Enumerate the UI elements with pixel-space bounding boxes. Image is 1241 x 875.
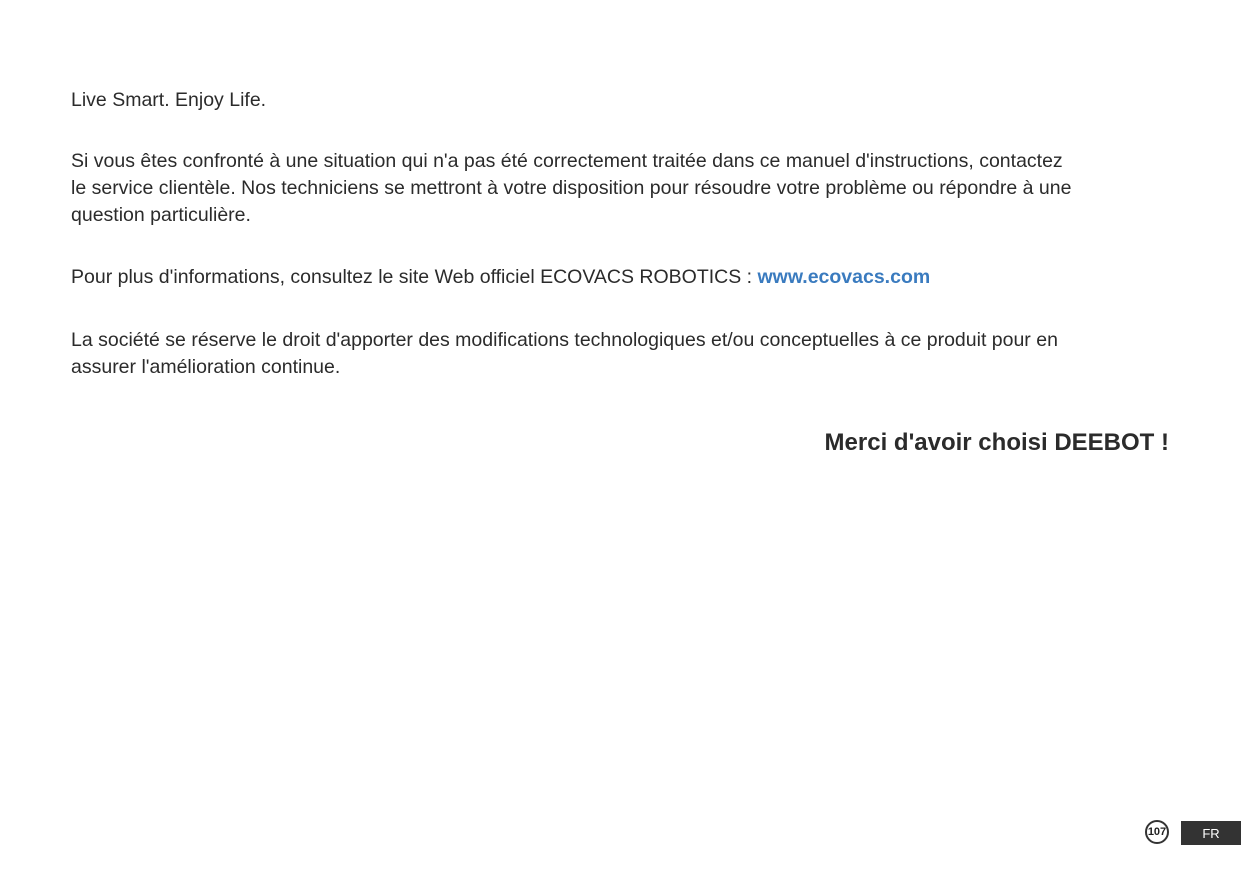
tagline: Live Smart. Enjoy Life. — [71, 89, 267, 111]
page-number: 107 — [1145, 820, 1169, 844]
info-text: Pour plus d'informations, consultez le site Web officiel ECOVACS ROBOTICS : — [71, 266, 758, 288]
rights-paragraph — [71, 327, 1169, 381]
website-link[interactable]: www.ecovacs.com — [757, 266, 931, 288]
rights-line-2: assurer l'amélioration continue. — [71, 356, 341, 378]
support-paragraph — [71, 148, 1169, 229]
support-line-3: question particulière. — [71, 204, 251, 226]
support-line-1: Si vous êtes confronté à une situation qui n'a pas été correctement traitée dans ce manuel d'instructions, contactez — [71, 150, 1063, 172]
thanks-heading: Merci d'avoir choisi DEEBOT ! — [824, 429, 1169, 456]
info-paragraph — [71, 264, 1169, 291]
language-tab: FR — [1181, 821, 1241, 845]
support-line-2: le service clientèle. Nos techniciens se mettront à votre disposition pour résoudre votre problème ou répondre à une — [71, 177, 1072, 199]
rights-line-1: La société se réserve le droit d'apporter des modifications technologiques et/ou conceptuelles à ce produit pour en — [71, 329, 1058, 351]
